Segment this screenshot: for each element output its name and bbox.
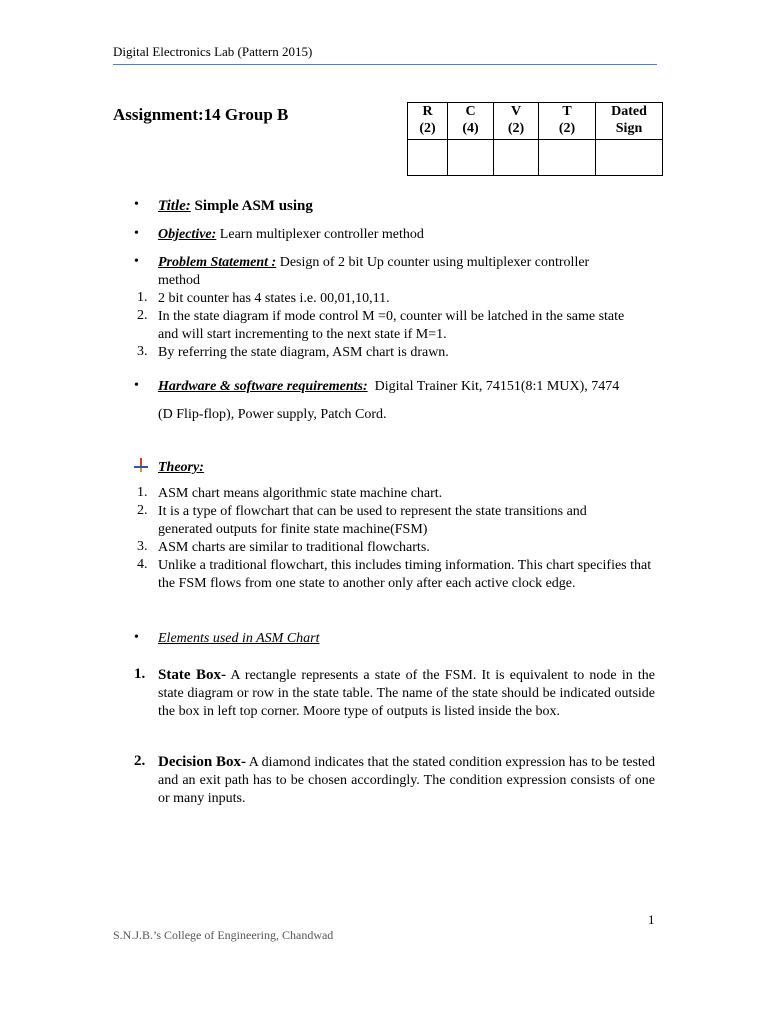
page-number: 1: [648, 912, 655, 927]
marks-cell-v: [494, 140, 539, 176]
theory-item-2: It is a type of flowchart that can be used to represent the state transitions and generated outputs for finite state machine(FSM): [158, 504, 587, 537]
marks-cell-sign: [596, 140, 663, 176]
state-box-paragraph: State Box- A rectangle represents a state of the FSM. It is equivalent to node in the state diagram or row in the state table. The name of the state should be indicated outside the box in left top corner. Moore type of outputs is listed inside the box.: [158, 667, 656, 719]
theory-item-3: ASM charts are similar to traditional flowcharts.: [158, 540, 430, 555]
marks-table: [407, 102, 663, 176]
marks-col-c: C (4): [448, 103, 494, 140]
arrow-bullet-icon: [134, 458, 148, 472]
bullet-icon: •: [134, 378, 139, 393]
bullet-icon: •: [134, 254, 139, 269]
problem-item-3: By referring the state diagram, ASM chart is drawn.: [158, 345, 449, 360]
problem-item-1: 2 bit counter has 4 states i.e. 00,01,10,11.: [158, 291, 390, 306]
decision-box-paragraph: Decision Box- A diamond indicates that the stated condition expression has to be tested and an exit path has to be chosen accordingly. The condition expression consists of one or many inputs.: [158, 754, 655, 806]
title-line: Title: Simple ASM using: [158, 198, 313, 214]
marks-col-sign: Dated Sign: [596, 103, 663, 140]
bullet-icon: •: [134, 226, 139, 241]
page-footer: S.N.J.B.’s College of Engineering, Chandwad: [113, 928, 334, 942]
elements-heading: Elements used in ASM Chart: [158, 631, 320, 646]
theory-heading: Theory:: [158, 460, 204, 475]
page-header: Digital Electronics Lab (Pattern 2015): [113, 44, 313, 59]
marks-cell-t: [539, 140, 596, 176]
marks-col-v: V (2): [494, 103, 539, 140]
problem-item-2: In the state diagram if mode control M =0, counter will be latched in the same state and will start incrementing to the next state if M=1.: [158, 309, 625, 342]
hardware-line-2: (D Flip-flop), Power supply, Patch Cord.: [158, 407, 387, 422]
problem-statement: Problem Statement : Design of 2 bit Up counter using multiplexer controller method: [158, 255, 590, 288]
theory-item-4: Unlike a traditional flowchart, this includes timing information. This chart specifies that the FSM flows from one state to another only after each active clock edge.: [158, 558, 652, 591]
bullet-icon: •: [134, 630, 139, 645]
marks-col-r: R (2): [408, 103, 448, 140]
bullet-icon: •: [134, 197, 139, 212]
hardware-line-1: Hardware & software requirements: Digital Trainer Kit, 74151(8:1 MUX), 7474: [158, 379, 620, 394]
marks-col-t: T (2): [539, 103, 596, 140]
theory-item-1: ASM chart means algorithmic state machine chart.: [158, 486, 443, 501]
marks-cell-r: [408, 140, 448, 176]
marks-cell-c: [448, 140, 494, 176]
assignment-heading: Assignment:14 Group B: [113, 105, 289, 124]
header-rule: [113, 64, 657, 65]
objective-line: Objective: Learn multiplexer controller method: [158, 227, 424, 242]
